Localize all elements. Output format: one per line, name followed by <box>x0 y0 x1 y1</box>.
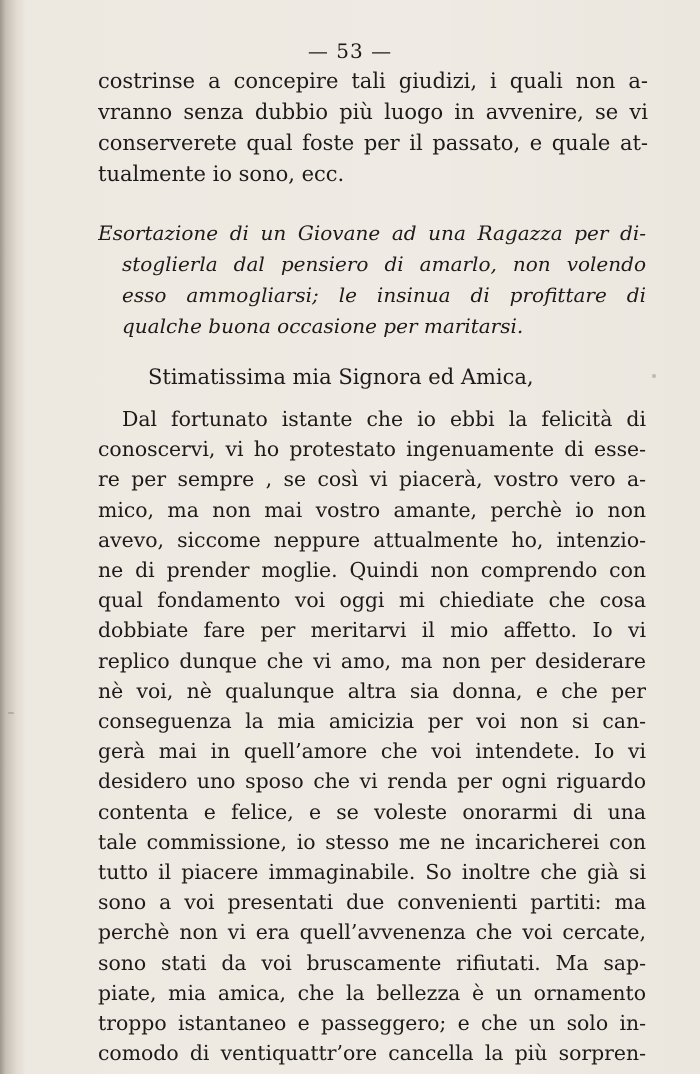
page-gutter <box>0 0 26 1074</box>
letter-line: piate, mia amica, che la bellezza è un ornamento <box>98 980 646 1005</box>
letter-line: perchè non vi era quell’avvenenza che voi cercate, <box>98 920 646 945</box>
paper-mark <box>8 712 14 714</box>
letter-line: troppo istantaneo e passeggero; e che un solo in- <box>98 1011 646 1036</box>
letter-line: sono stati da voi bruscamente rifiutati. Ma sap- <box>98 950 646 975</box>
heading-line: qualche buona occasione per maritarsi. <box>122 314 524 338</box>
letter-line: replico dunque che vi amo, ma non per desiderare <box>98 648 646 673</box>
letter-line: contenta e felice, e se voleste onorarmi di una <box>98 799 646 824</box>
letter-heading <box>98 218 646 342</box>
letter-line: Dal fortunato istante che io ebbi la felicità di <box>122 407 646 431</box>
opening-line: costrinse a concepire tali giudizi, i quali non a- <box>98 69 648 93</box>
letter-line: dobbiate fare per meritarvi il mio affetto. Io vi <box>98 618 646 643</box>
salutation: Stimatissima mia Signora ed Amica, <box>148 365 534 389</box>
opening-paragraph <box>98 66 648 190</box>
letter-body <box>98 404 646 1068</box>
letter-line: comodo di ventiquattr’ore cancella la più sorpren- <box>98 1041 646 1066</box>
heading-line: Esortazione di un Giovane ad una Ragazza per di- <box>98 221 646 245</box>
heading-line: stoglierla dal pensiero di amarlo, non volendo <box>122 252 646 276</box>
letter-line: avevo, siccome neppure attualmente ho, intenzio- <box>98 527 646 552</box>
letter-line: sono a voi presentati due convenienti partiti: ma <box>98 890 646 915</box>
letter-line: conseguenza la mia amicizia per voi non si can- <box>98 709 646 734</box>
opening-line: tualmente io sono, ecc. <box>98 162 345 187</box>
opening-line: conserverete qual foste per il passato, e quale at- <box>98 131 648 156</box>
letter-line: mico, ma non mai vostro amante, perchè io non <box>98 497 646 522</box>
letter-line: tale commissione, io stesso me ne incaricherei con <box>98 829 646 854</box>
opening-line: vranno senza dubbio più luogo in avvenire, se vi <box>98 100 648 125</box>
letter-line: tutto il piacere immaginabile. So inoltre che già si <box>98 860 646 885</box>
paper-speck <box>652 374 656 378</box>
letter-line: nè voi, nè qualunque altra sia donna, e che per <box>98 678 646 703</box>
letter-line: gerà mai in quell’amore che voi intendete. Io vi <box>98 739 646 764</box>
opening-text <box>98 66 648 190</box>
letter-line: qual fondamento voi oggi mi chiediate che cosa <box>98 588 646 613</box>
letter-line: ne di prender moglie. Quindi non comprendo con <box>98 558 646 583</box>
letter-line: re per sempre , se così vi piacerà, vostro vero a- <box>98 467 646 492</box>
page-number: — 53 — <box>307 39 393 63</box>
letter-line: conoscervi, vi ho protestato ingenuamente di esse- <box>98 437 646 462</box>
letter-line: desidero uno sposo che vi renda per ogni riguardo <box>98 769 646 794</box>
heading-line: esso ammogliarsi; le insinua di profittare di <box>122 283 646 307</box>
